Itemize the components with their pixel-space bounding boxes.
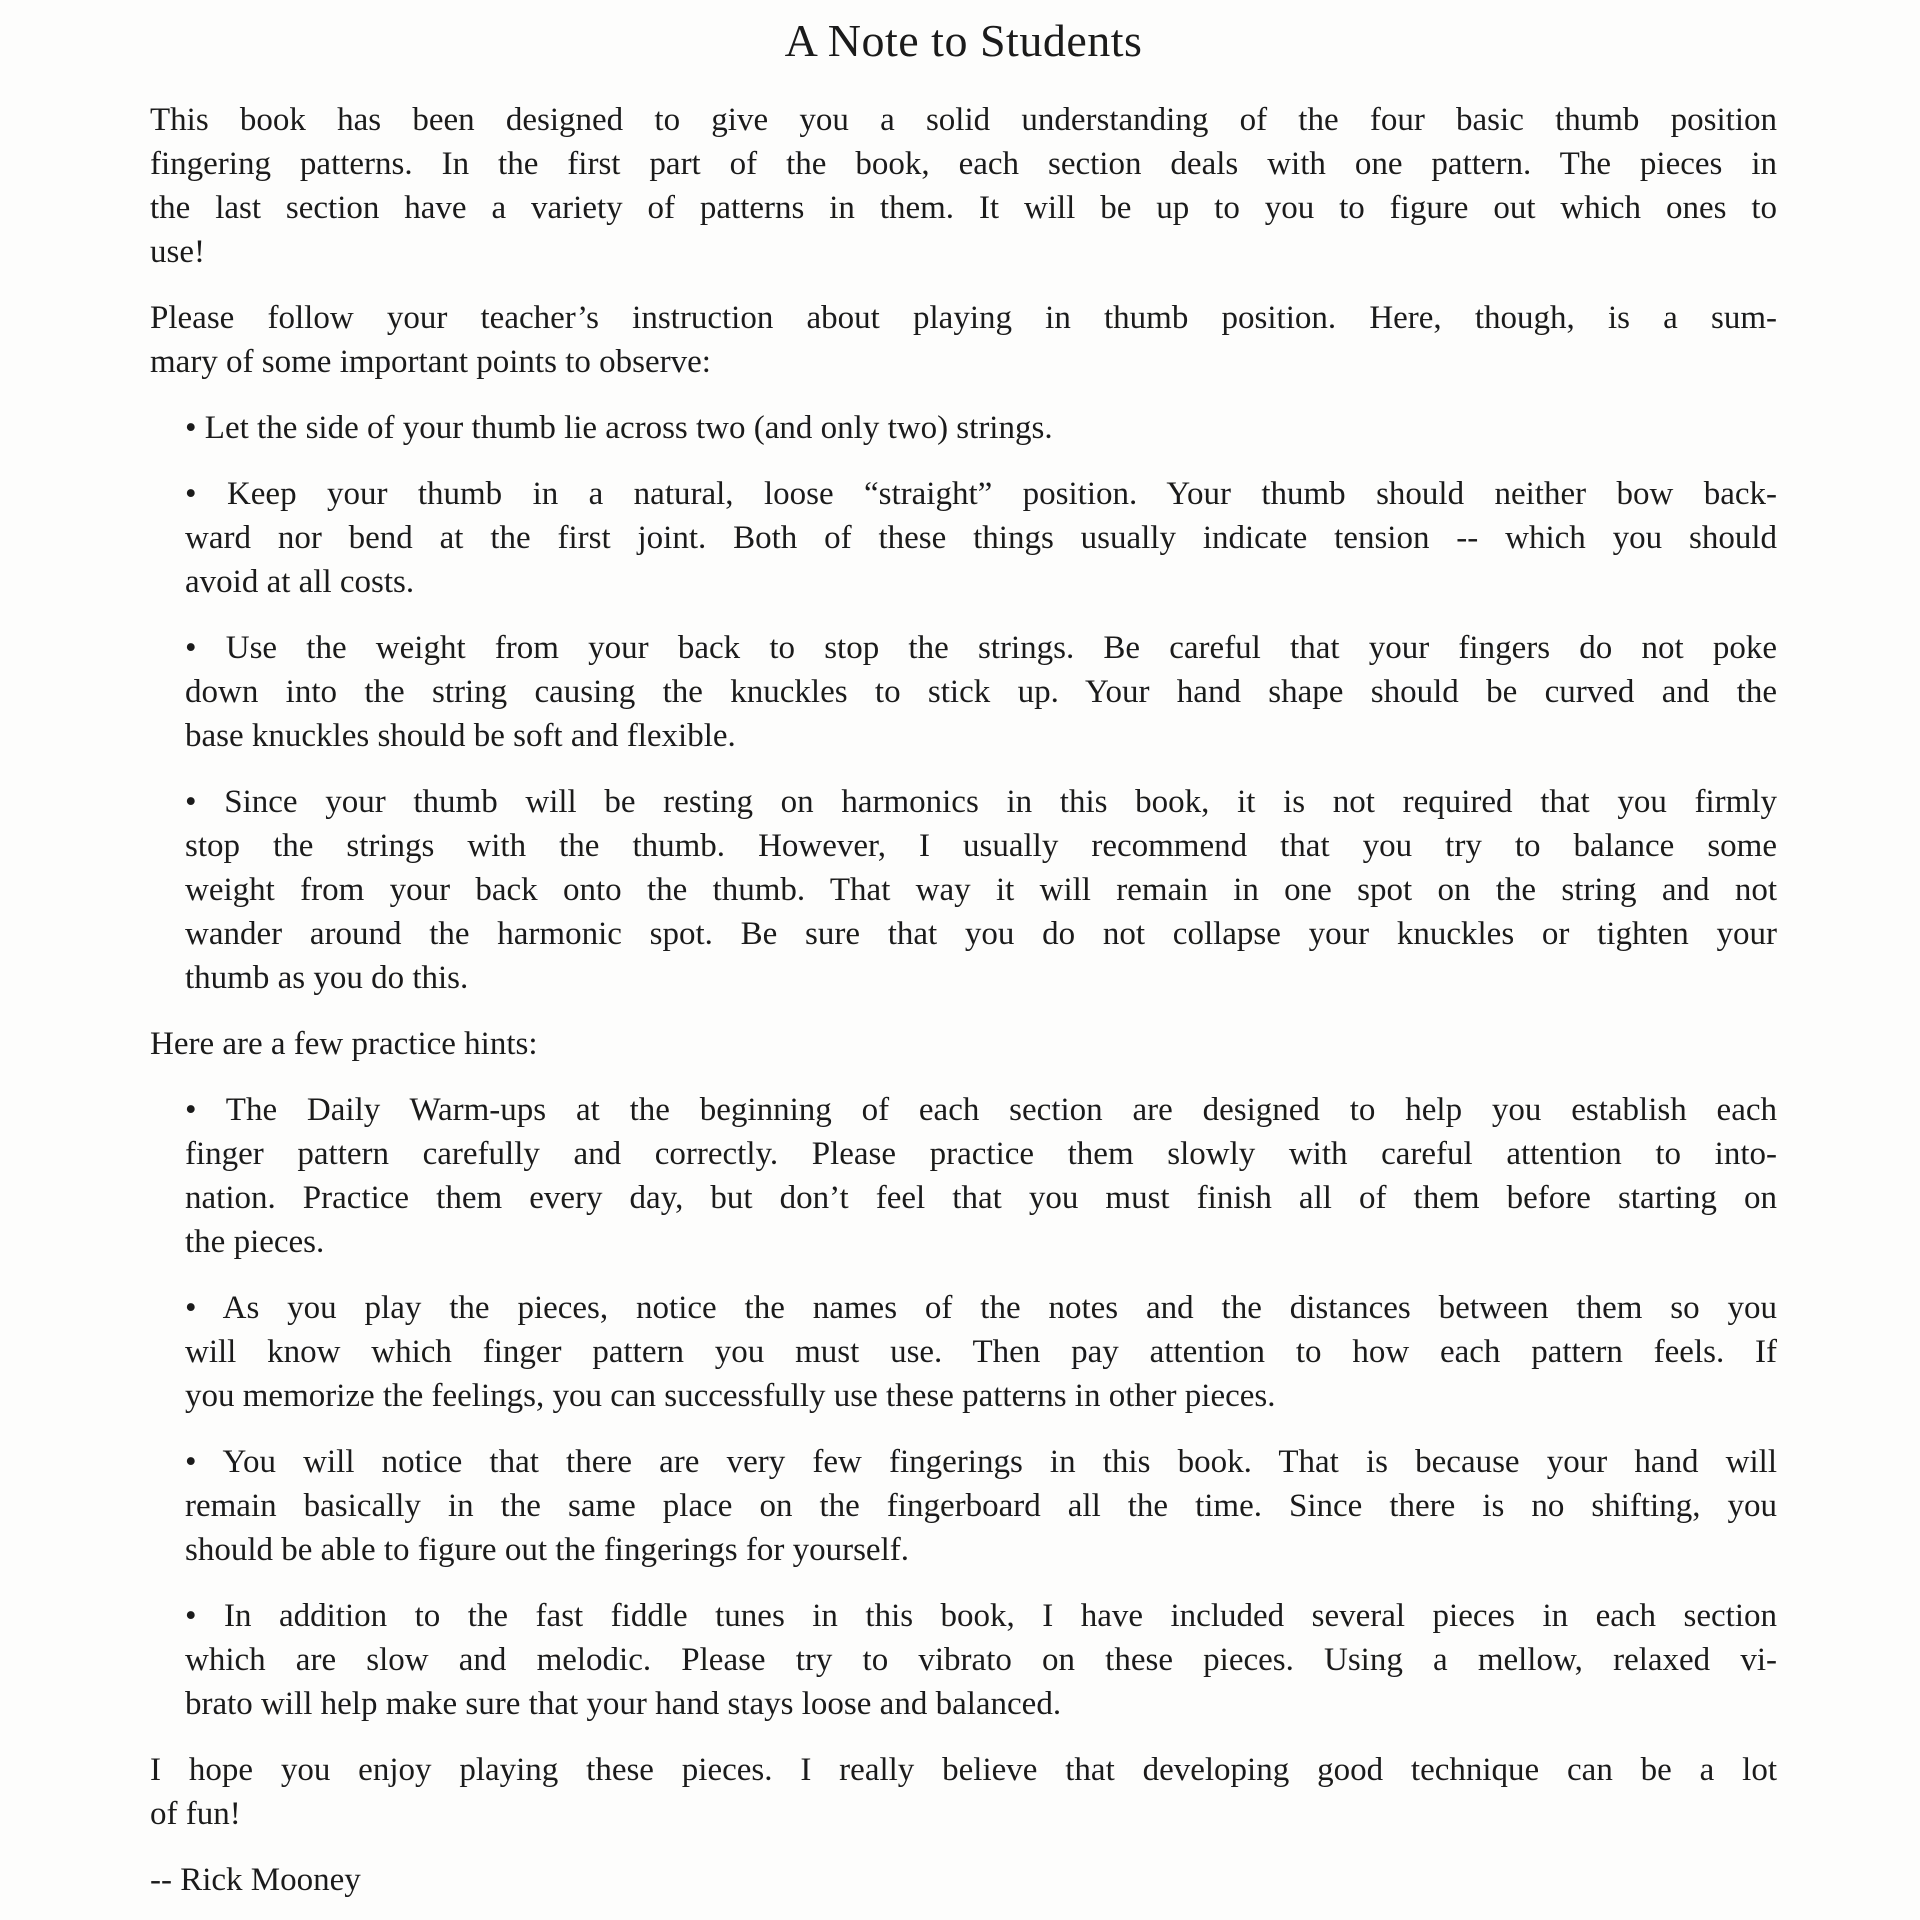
text-line: the last section have a variety of patterns in them. It will be up to you to figure out which ones to — [150, 190, 1777, 227]
text-line: • As you play the pieces, notice the names of the notes and the distances between them so you — [185, 1290, 1777, 1327]
text-line: avoid at all costs. — [185, 564, 415, 601]
text-line: Here are a few practice hints: — [150, 1026, 538, 1063]
bullet-item — [185, 1594, 1777, 1726]
paragraph — [150, 296, 1777, 384]
text-line: wander around the harmonic spot. Be sure that you do not collapse your knuckles or tighten your — [185, 916, 1777, 953]
bullet-item — [185, 1440, 1777, 1572]
text-line: • In addition to the fast fiddle tunes in this book, I have included several pieces in each section — [185, 1598, 1777, 1635]
text-line: Please follow your teacher’s instruction about playing in thumb position. Here, though, is a sum- — [150, 300, 1777, 337]
text-line: • Since your thumb will be resting on harmonics in this book, it is not required that you firmly — [185, 784, 1777, 821]
text-line: down into the string causing the knuckles to stick up. Your hand shape should be curved and the — [185, 674, 1777, 711]
text-line: stop the strings with the thumb. However, I usually recommend that you try to balance some — [185, 828, 1777, 865]
text-line: • Let the side of your thumb lie across two (and only two) strings. — [185, 410, 1053, 447]
bullet-item — [185, 472, 1777, 604]
bullet-item — [185, 1286, 1777, 1418]
text-line: mary of some important points to observe: — [150, 344, 711, 381]
text-line: you memorize the feelings, you can successfully use these patterns in other pieces. — [185, 1378, 1276, 1415]
bullet-item — [185, 1088, 1777, 1264]
text-line: fingering patterns. In the first part of the book, each section deals with one pattern. The pieces in — [150, 146, 1777, 183]
paragraph — [150, 1748, 1777, 1836]
text-line: brato will help make sure that your hand stays loose and balanced. — [185, 1686, 1062, 1723]
text-line: This book has been designed to give you a solid understanding of the four basic thumb position — [150, 102, 1777, 139]
paragraph — [150, 1022, 1777, 1066]
text-line: I hope you enjoy playing these pieces. I really believe that developing good technique can be a lot — [150, 1752, 1777, 1789]
page-title: A Note to Students — [784, 15, 1143, 66]
paragraph — [150, 98, 1777, 274]
text-line: should be able to figure out the fingerings for yourself. — [185, 1532, 909, 1569]
bullet-item — [185, 406, 1777, 450]
text-line: will know which finger pattern you must use. Then pay attention to how each pattern feels. If — [185, 1334, 1777, 1371]
text-line: the pieces. — [185, 1224, 325, 1261]
text-line: use! — [150, 234, 205, 271]
text-line: ward nor bend at the first joint. Both of these things usually indicate tension -- which you should — [185, 520, 1777, 557]
text-line: base knuckles should be soft and flexible. — [185, 718, 736, 755]
text-line: • You will notice that there are very few fingerings in this book. That is because your hand will — [185, 1444, 1777, 1481]
text-line: finger pattern carefully and correctly. Please practice them slowly with careful attention to into- — [185, 1136, 1777, 1173]
text-line: of fun! — [150, 1796, 241, 1833]
text-line: • Keep your thumb in a natural, loose “straight” position. Your thumb should neither bow back- — [185, 476, 1777, 513]
text-line: thumb as you do this. — [185, 960, 469, 997]
text-line: which are slow and melodic. Please try to vibrato on these pieces. Using a mellow, relaxed vi- — [185, 1642, 1777, 1679]
text-line: • Use the weight from your back to stop the strings. Be careful that your fingers do not poke — [185, 630, 1777, 667]
text-line: nation. Practice them every day, but don’t feel that you must finish all of them before starting on — [185, 1180, 1777, 1217]
text-line: remain basically in the same place on the fingerboard all the time. Since there is no shifting, you — [185, 1488, 1777, 1525]
document-body — [150, 98, 1777, 1836]
author-signature: -- Rick Mooney — [150, 1862, 361, 1899]
text-line: weight from your back onto the thumb. That way it will remain in one spot on the string and not — [185, 872, 1777, 909]
text-line: • The Daily Warm-ups at the beginning of each section are designed to help you establish each — [185, 1092, 1777, 1129]
bullet-item — [185, 626, 1777, 758]
bullet-item — [185, 780, 1777, 1000]
